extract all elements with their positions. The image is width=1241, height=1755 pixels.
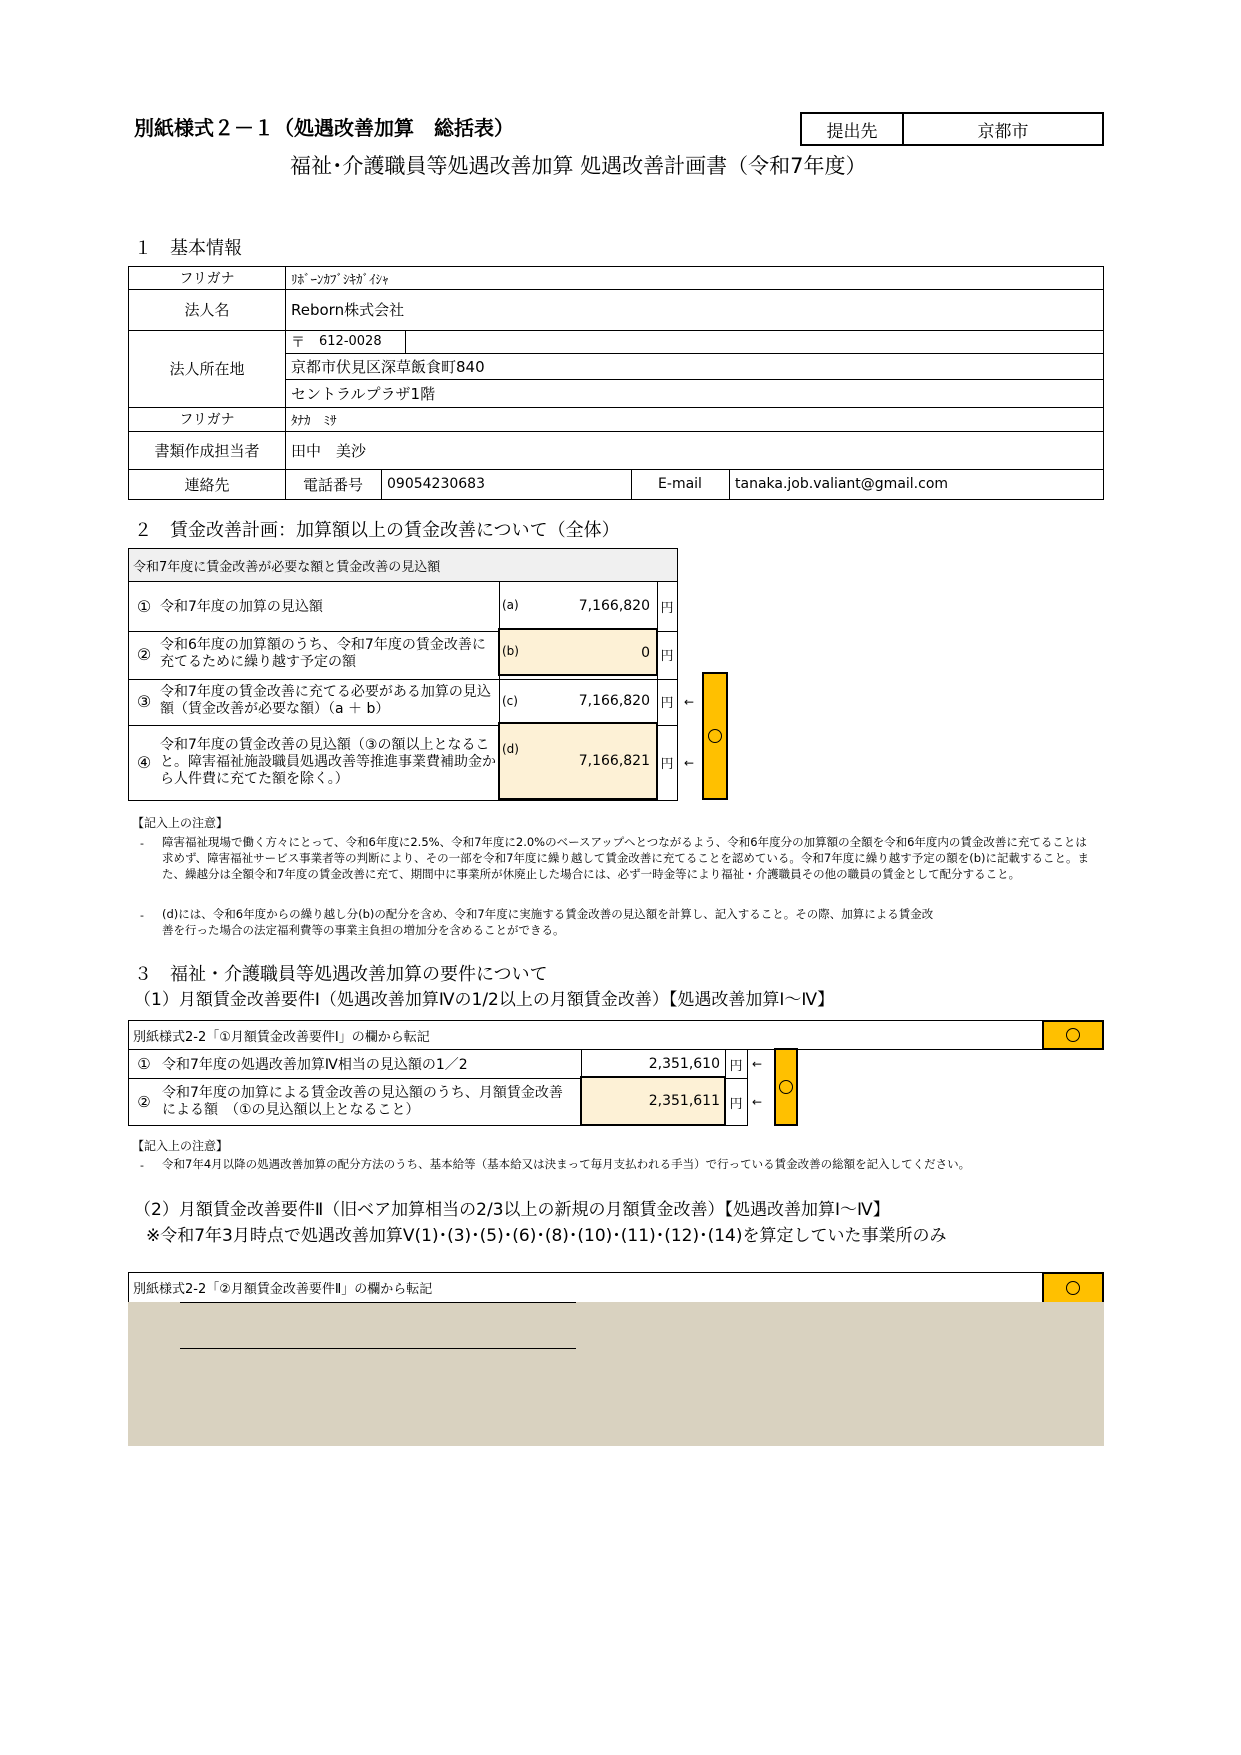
furigana-label: フリガナ <box>179 271 235 287</box>
wage-plan-header: 令和7年度に賃金改善が必要な額と賃金改善の見込額 <box>129 549 677 582</box>
row-a-num: ① <box>136 596 152 616</box>
section1-heading: １ 基本情報 <box>134 238 242 259</box>
form-title: 別紙様式２－１（処遇改善加算 総括表） <box>134 116 514 140</box>
sub1-check-box <box>1042 1020 1104 1050</box>
email-label: E-mail <box>658 476 702 492</box>
corp-name-value[interactable]: Reborn株式会社 <box>291 301 405 319</box>
row-a-label: 令和7年度の加算の見込額 <box>160 599 323 615</box>
sub1-header-row <box>128 1020 1104 1050</box>
phone-value[interactable]: 09054230683 <box>387 476 485 492</box>
sub2-header-row <box>128 1272 1104 1302</box>
requirement-check-bar <box>702 672 728 800</box>
check-circle-icon <box>1066 1281 1080 1295</box>
row-c-value[interactable]: 7,166,820 <box>578 693 650 709</box>
sub1-heading: （1）月額賃金改善要件Ⅰ（処遇改善加算Ⅳの1/2以上の月額賃金改善）【処遇改善加算Ⅰ～Ⅳ】 <box>134 990 835 1010</box>
check-circle-icon <box>708 729 722 743</box>
person-label: 書類作成担当者 <box>154 441 260 460</box>
submit-to-box <box>800 112 1104 146</box>
sub1-row1-label: 令和7年度の処遇改善加算Ⅳ相当の見込額の1／2 <box>162 1057 468 1073</box>
address-label: 法人所在地 <box>169 360 245 378</box>
phone-label: 電話番号 <box>302 475 363 494</box>
sub1-note-1: 令和7年4月以降の処遇改善加算の配分方法のうち、基本給等（基本給又は決まって毎月支払われる手当）で行っている賃金改善の総額を記入してください。 <box>162 1157 971 1171</box>
row-b-unit: 円 <box>660 648 674 664</box>
row-d-num: ④ <box>136 752 152 772</box>
row-c-unit: 円 <box>660 695 674 711</box>
sub2-check-box <box>1042 1272 1104 1302</box>
row-d-unit: 円 <box>660 756 674 772</box>
sub1-row2-label: 令和7年度の加算による賃金改善の見込額のうち、月額賃金改善による額 （①の見込額以上となること） <box>162 1085 563 1118</box>
sub2-shaded-area <box>128 1302 1104 1446</box>
sub1-row1-arrow: ← <box>752 1057 763 1071</box>
sub1-row1-unit: 円 <box>729 1058 743 1074</box>
row-c-num: ③ <box>136 691 152 711</box>
sub2-table-header: 別紙様式2-2「②月額賃金改善要件Ⅱ」の欄から転記 <box>133 1282 433 1297</box>
row-d-arrow: ← <box>684 756 695 770</box>
submit-to-value[interactable]: 京都市 <box>977 121 1029 142</box>
section2-heading: ２ 賃金改善計画：加算額以上の賃金改善について（全体） <box>134 520 620 541</box>
note-2: (d)には、令和6年度からの繰り越し分(b)の配分を含め、令和7年度に実施する賃金改善の見込額を計算し、記入すること。その際、加算による賃金改善を行った場合の法定福利費等の事業主負担の増加分を含めることができる。 <box>162 907 934 937</box>
furigana-value[interactable]: ﾘﾎﾞｰﾝｶﾌﾞｼｷｶﾞｲｼｬ <box>291 272 389 288</box>
person-furigana-label: フリガナ <box>179 412 235 428</box>
row-d-value[interactable]: 7,166,821 <box>578 753 650 769</box>
row-d-key: (d) <box>502 742 519 756</box>
sub1-row2-value[interactable]: 2,351,611 <box>648 1093 720 1109</box>
address-line1[interactable]: 京都市伏見区深草飯食町840 <box>291 357 485 376</box>
postal-mark: 〒 <box>291 334 305 351</box>
sub1-notes-title: 【記入上の注意】 <box>132 1139 229 1153</box>
main-title: 福祉･介護職員等処遇改善加算 処遇改善計画書（令和7年度） <box>290 154 867 178</box>
section3-heading: ３ 福祉・介護職員等処遇改善加算の要件について <box>134 964 548 985</box>
sub1-row1-num: ① <box>137 1055 151 1073</box>
contact-label: 連絡先 <box>184 475 230 494</box>
email-value[interactable]: tanaka.job.valiant@gmail.com <box>735 476 949 492</box>
submit-to-label: 提出先 <box>802 114 904 144</box>
person-furigana-value[interactable]: ﾀﾅｶ ﾐｻ <box>291 413 337 429</box>
sub1-row2-arrow: ← <box>752 1095 763 1109</box>
sub1-row2-unit: 円 <box>729 1096 743 1112</box>
check-circle-icon <box>779 1080 793 1094</box>
person-value[interactable]: 田中 美沙 <box>291 441 367 460</box>
row-b-num: ② <box>136 644 152 664</box>
sub2-subheading: ※令和7年3月時点で処遇改善加算Ⅴ(1)･(3)･(5)･(6)･(8)･(10)･(11)･(12)･(14)を算定していた事業所のみ <box>146 1226 947 1246</box>
row-b-key: (b) <box>502 644 519 658</box>
row-a-unit: 円 <box>660 600 674 616</box>
check-circle-icon <box>1066 1028 1080 1042</box>
basic-info-table <box>128 266 1104 500</box>
sub1-row1-value[interactable]: 2,351,610 <box>648 1056 720 1072</box>
row-c-label: 令和7年度の賃金改善に充てる必要がある加算の見込額（賃金改善が必要な額）（a ＋ b） <box>160 684 491 717</box>
sub2-heading: （2）月額賃金改善要件Ⅱ（旧ベア加算相当の2/3以上の新規の月額賃金改善）【処遇改善加算Ⅰ～Ⅳ】 <box>134 1200 890 1220</box>
notes-title: 【記入上の注意】 <box>132 816 229 830</box>
note-1: 障害福祉現場で働く方々にとって、令和6年度に2.5%、令和7年度に2.0%のベースアップへとつながるよう、令和6年度分の加算額の全額を令和6年度内の賃金改善に充てることは求めず、障害福祉サービス事業者等の判断により、その一部を令和7年度に繰り越して賃金改善に充てることを認めている。令和7年度に繰り越す予定の額を(b)に記載すること。また、繰越分は全額令和7年度の賃金改善に充て、期間中に事業所が休廃止した場合には、必ず一時金等により福祉・介護職員その他の職員の賃金として配分すること。 <box>162 835 1089 881</box>
row-a-key: (a) <box>502 598 519 612</box>
row-b-label: 令和6年度の加算額のうち、令和7年度の賃金改善に充てるために繰り越す予定の額 <box>160 637 486 670</box>
sub1-check-bar <box>774 1048 798 1126</box>
row-c-arrow: ← <box>684 695 695 709</box>
row-d-label: 令和7年度の賃金改善の見込額（③の額以上となること。障害福祉施設職員処遇改善等推進事業費補助金から人件費に充てた額を除く。） <box>160 736 496 787</box>
row-c-key: (c) <box>502 694 518 708</box>
row-b-value[interactable]: 0 <box>641 645 650 661</box>
postal-code[interactable]: 612-0028 <box>319 334 382 349</box>
address-line2[interactable]: セントラルプラザ1階 <box>291 384 436 403</box>
corp-name-label: 法人名 <box>184 301 230 319</box>
sub1-row2-num: ② <box>137 1093 151 1111</box>
row-a-value[interactable]: 7,166,820 <box>578 598 650 614</box>
sub1-table-header: 別紙様式2-2「①月額賃金改善要件Ⅰ」の欄から転記 <box>133 1029 430 1045</box>
